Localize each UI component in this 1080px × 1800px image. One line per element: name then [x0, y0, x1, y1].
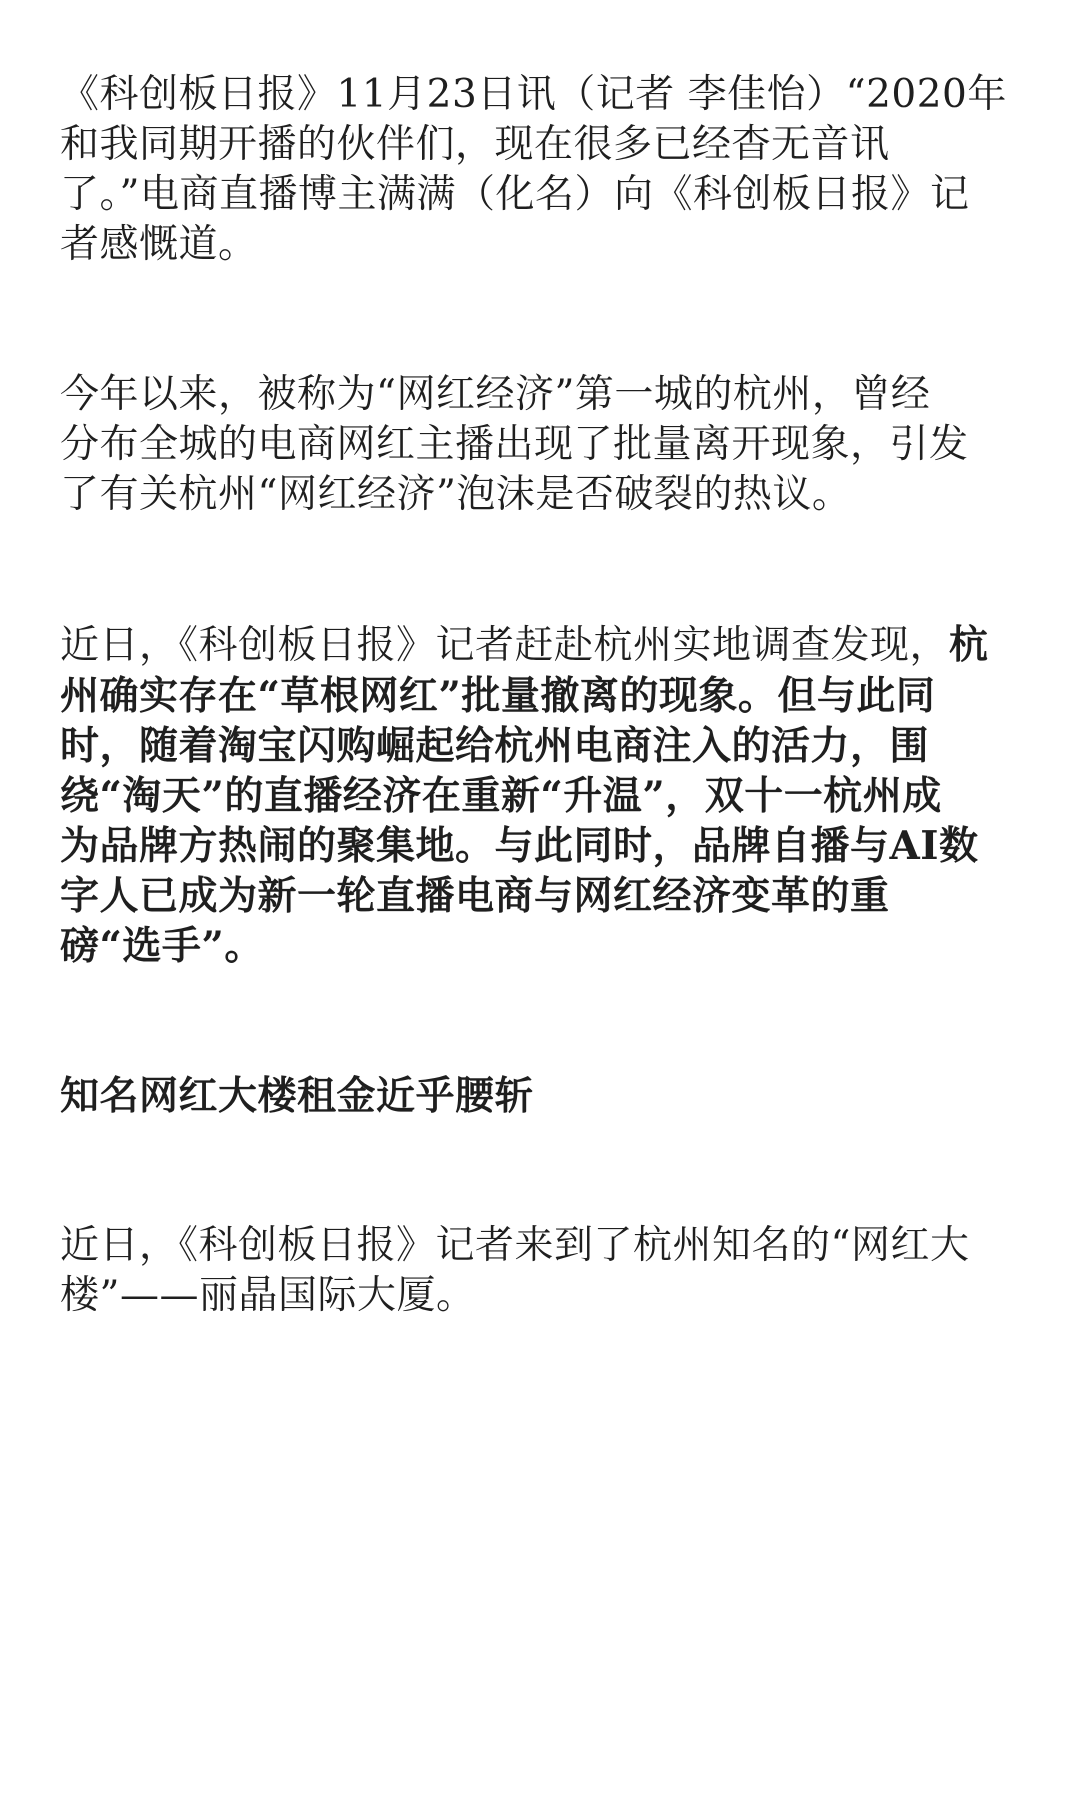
text-line: 楼”——丽晶国际大厦。 — [60, 1273, 476, 1318]
paragraph-intro — [60, 70, 1020, 270]
text-line — [60, 620, 1020, 671]
section-subheading: 知名网红大楼租金近乎腰斩 — [60, 1073, 535, 1119]
text-line: 了有关杭州“网红经济”泡沫是否破裂的热议。 — [60, 472, 852, 517]
text-line: 了。”电商直播博主满满（化名）向《科创板日报》记 — [60, 172, 970, 217]
text-line: 者感慨道。 — [60, 222, 258, 267]
paragraph-closing — [60, 1221, 1020, 1321]
text-line-bold: 时，随着淘宝闪购崛起给杭州电商注入的活力，围 — [60, 723, 930, 769]
text-line-bold: 字人已成为新一轮直播电商与网红经济变革的重 — [60, 873, 890, 919]
text-normal: 近日，《科创板日报》记者赶赴杭州实地调查发现， — [60, 623, 950, 668]
text-line-bold: 为品牌方热闹的聚集地。与此同时，品牌自播与AI数 — [60, 823, 979, 869]
text-line: 《科创板日报》11月23日讯（记者 李佳怡）“2020年 — [60, 72, 1007, 117]
text-line: 和我同期开播的伙伴们，现在很多已经杳无音讯 — [60, 122, 890, 167]
text-line-bold: 州确实存在“草根网红”批量撤离的现象。但与此同 — [60, 673, 936, 719]
text-line-bold: 绕“淘天”的直播经济在重新“升温”，双十一杭州成 — [60, 773, 942, 819]
paragraph-findings — [60, 620, 1020, 971]
article-body — [60, 70, 1020, 1321]
text-bold: 杭 — [949, 622, 989, 668]
text-line: 近日，《科创板日报》记者来到了杭州知名的“网红大 — [60, 1223, 970, 1268]
text-line-bold: 磅“选手”。 — [60, 923, 264, 969]
text-line: 分布全城的电商网红主播出现了批量离开现象，引发 — [60, 422, 969, 467]
text-line: 今年以来，被称为“网红经济”第一城的杭州，曾经 — [60, 372, 931, 417]
paragraph-background — [60, 370, 1020, 520]
